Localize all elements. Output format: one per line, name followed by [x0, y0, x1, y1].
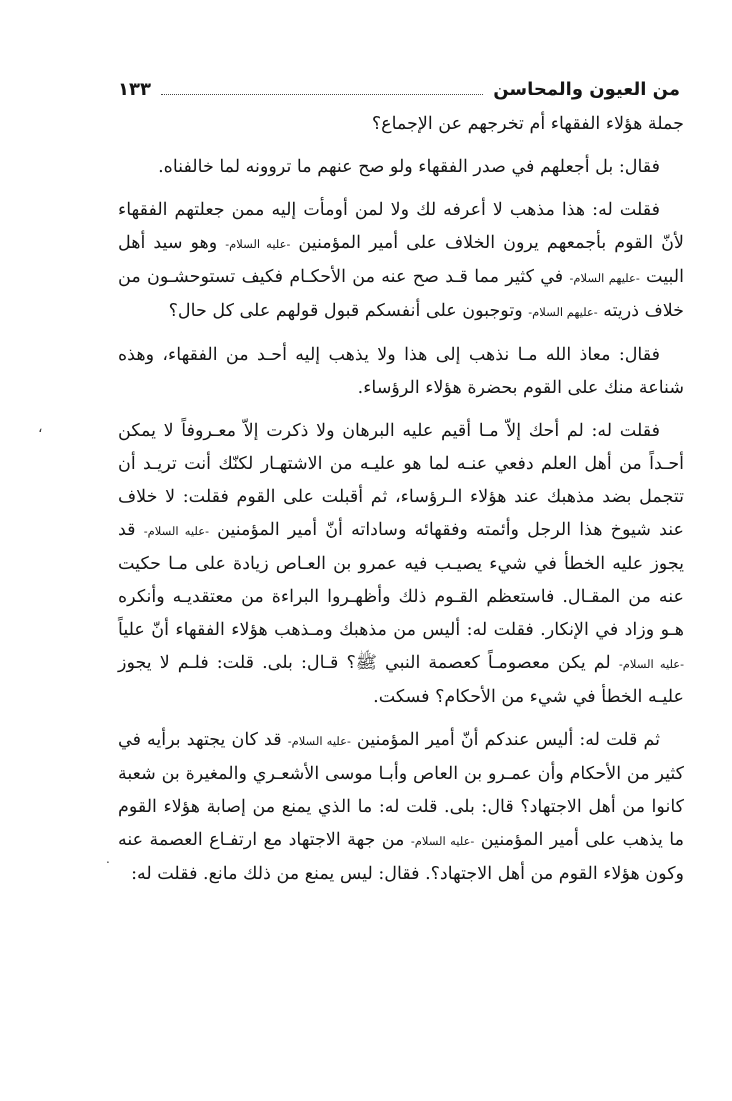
paragraph — [118, 339, 684, 405]
paragraph — [118, 724, 684, 891]
honorific-inline: -عليه السلام- — [618, 657, 685, 671]
text-segment: قد كان يجتهد برأيه في كثير من الأحكام وأن عمـرو بن العاص وأبـا موسى الأشعـري والمغيرة بن شعبة كانوا من أهل الاجتهاد؟ قال: بلى. قلت له: ما الذي يمنع من إصابة هؤلاء القوم ما يذهب على أمير المؤمنين — [118, 730, 685, 850]
text-segment: فقال: معاذ الله مـا نذهب إلى هذا ولا يذهب إليه أحـد من الفقهاء، وهذه شناعة منك على القوم بحضرة هؤلاء الرؤساء. — [118, 345, 684, 398]
page-header — [118, 72, 680, 106]
text-segment: فقلت له: هذا مذهب لا أعرفه لك ولا لمن أومأت إليه ممن جعلتهم الفقهاء لأنّ القوم بأجمعهم يرون الخلاف على أمير المؤمنين — [118, 200, 684, 253]
margin-mark: ، — [38, 420, 43, 436]
honorific-inline: -عليه السلام- — [225, 237, 291, 251]
honorific-inline: -عليهم السلام- — [569, 271, 640, 285]
text-segment: قد يجوز عليه الخطأ في شيء يصيـب فيه عمرو بن العـاص زيادة على مـا حكيت عنه من المقـال. فاستعظم القـوم ذلك وأظهـروا البراءة من معتقديـه وأنكره هـو وزاد في الإنكار. فقلت له: أليس من مذهبك ومـذهب هؤلاء الفقهاء أنّ علياً — [118, 520, 684, 640]
body-text — [118, 108, 684, 901]
text-segment: في كثير مما قـد صح عنه من الأحكـام فكيف تستوحشـون من خلاف ذريته — [118, 267, 684, 321]
text-segment: فقال: بل أجعلهم في صدر الفقهاء ولو صح عنهم ما تروونه لما خالفناه. — [158, 157, 660, 177]
honorific-inline: -عليهم السلام- — [528, 305, 598, 319]
text-segment: وتوجبون على أنفسكم قبول قولهم على كل حال؟ — [168, 301, 529, 321]
running-title: من العيون والمحاسن — [493, 78, 680, 100]
text-segment: ثم قلت له: أليس عندكم أنّ أمير المؤمنين — [350, 730, 660, 750]
header-dotted-leader — [161, 94, 483, 95]
text-segment: فقلت له: لم أحك إلاّ مـا أقيم عليه البرهان ولا ذكرت إلاّ معـروفاً لا يمكن أحـداً من أهل العلم دفعي عنـه لما هو عليـه من الاشتهـار لكنّك أنت تريـد أن تتجمل بضد مذهبك عند هؤلاء الـرؤساء، ثم أقبلت على القوم فقلت: لا خلاف عند شيوخ هذا الرجل وأئمته وفقهائه وساداته أنّ أمير المؤمنين — [118, 421, 684, 540]
paragraph — [118, 194, 684, 329]
honorific-inline: -عليه السلام- — [287, 734, 351, 748]
paragraph — [118, 151, 684, 184]
text-segment: وهو سيد أهل البيت — [118, 233, 684, 287]
margin-dot: . — [106, 852, 110, 866]
text-segment: لم يكن معصومـاً كعصمة النبي ﷺ؟ قـال: بلى. قلت: فلـم لا يجوز عليـه الخطأ في شيء من الأحكام؟ فسكت. — [118, 653, 684, 707]
page-number: ١٣٣ — [118, 78, 151, 100]
paragraph — [118, 108, 684, 141]
text-segment: جملة هؤلاء الفقهاء أم تخرجهم عن الإجماع؟ — [371, 114, 684, 134]
text-segment: من جهة الاجتهاد مع ارتفـاع العصمة عنه وكون هؤلاء القوم من أهل الاجتهاد؟. فقال: ليس يمنع من ذلك مانع. فقلت له: — [118, 830, 684, 884]
paragraph — [118, 415, 684, 714]
honorific-inline: -عليه السلام- — [410, 834, 475, 848]
honorific-inline: -عليه السلام- — [143, 524, 209, 538]
